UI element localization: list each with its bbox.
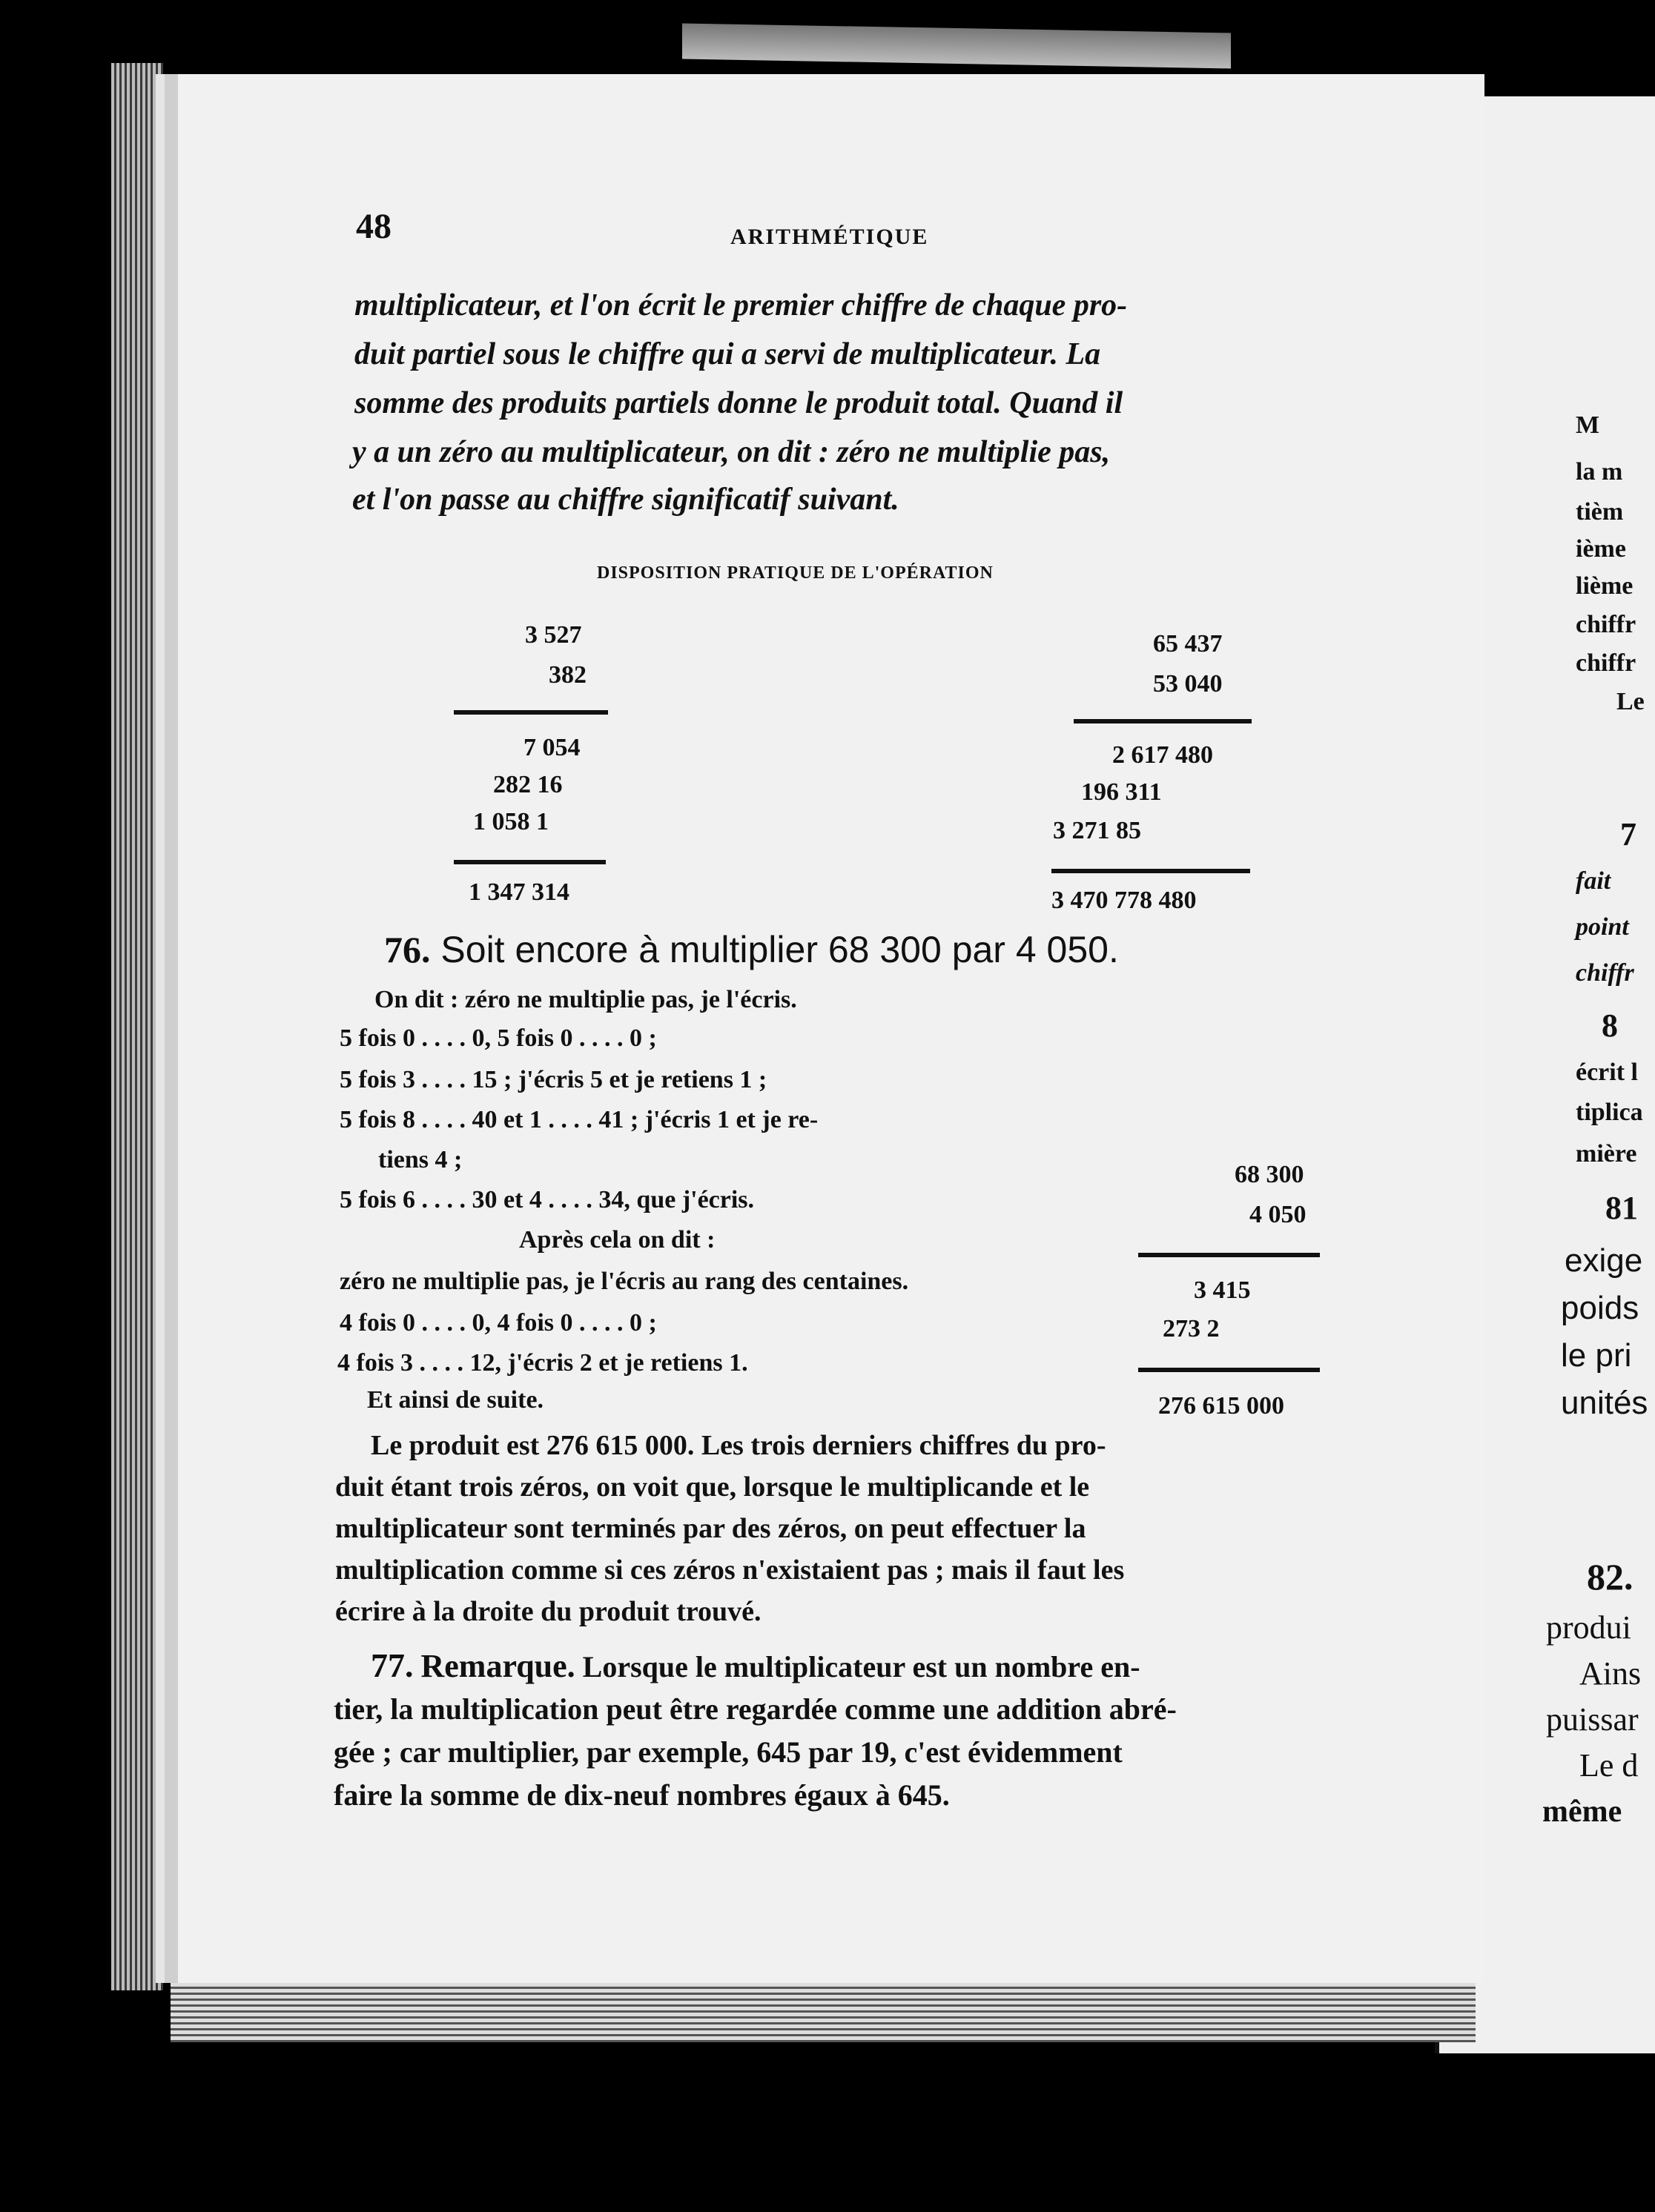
facing-fragment: unités bbox=[1561, 1385, 1648, 1421]
para-number: 76. bbox=[384, 929, 431, 970]
facing-fragment: point bbox=[1576, 913, 1629, 941]
left-total: 1 347 314 bbox=[469, 878, 569, 906]
left-partial: 7 054 bbox=[523, 734, 581, 761]
facing-fragment: 7 bbox=[1620, 816, 1636, 852]
facing-fragment: puissar bbox=[1546, 1701, 1639, 1738]
intro-line: somme des produits partiels donne le produit total. Quand il bbox=[354, 386, 1123, 420]
para-76-line: 5 fois 8 . . . . 40 et 1 . . . . 41 ; j'écris 1 et je re- bbox=[340, 1106, 819, 1133]
right-rule-2 bbox=[1051, 869, 1250, 873]
facing-fragment: le pri bbox=[1561, 1337, 1632, 1374]
book-bottom-edge bbox=[171, 1983, 1476, 2042]
left-partial: 1 058 1 bbox=[473, 808, 549, 835]
facing-fragment: Le d bbox=[1579, 1747, 1639, 1784]
para-76-line: 5 fois 3 . . . . 15 ; j'écris 5 et je retiens 1 ; bbox=[340, 1066, 767, 1093]
facing-fragment: chiffr bbox=[1576, 959, 1634, 987]
calc-rule-2 bbox=[1138, 1368, 1320, 1372]
para-76-heading bbox=[384, 928, 1119, 971]
para-76-line: 4 fois 0 . . . . 0, 4 fois 0 . . . . 0 ; bbox=[340, 1309, 657, 1337]
facing-fragment: 82. bbox=[1587, 1556, 1633, 1597]
right-partial: 2 617 480 bbox=[1112, 741, 1213, 769]
section-title: DISPOSITION PRATIQUE DE L'OPÉRATION bbox=[597, 563, 994, 583]
para-77-line: faire la somme de dix-neuf nombres égaux à 645. bbox=[334, 1778, 950, 1812]
para-77-first-line bbox=[371, 1646, 1140, 1685]
calc-multiplier: 4 050 bbox=[1249, 1201, 1307, 1228]
para-76-line: 4 fois 3 . . . . 12, j'écris 2 et je retiens 1. bbox=[337, 1349, 748, 1377]
intro-line: duit partiel sous le chiffre qui a servi de multiplicateur. La bbox=[354, 337, 1101, 371]
facing-fragment: exige bbox=[1565, 1242, 1643, 1279]
para-76-title: Soit encore à multiplier 68 300 par 4 050. bbox=[440, 929, 1119, 970]
para-77-line: gée ; car multiplier, par exemple, 645 par 19, c'est évidemment bbox=[334, 1735, 1123, 1769]
para-number: 77. bbox=[371, 1646, 414, 1684]
facing-fragment: même bbox=[1542, 1795, 1622, 1829]
facing-fragment: poids bbox=[1561, 1290, 1639, 1326]
facing-fragment: tiplica bbox=[1576, 1099, 1643, 1126]
right-multiplicand: 65 437 bbox=[1153, 630, 1223, 658]
para-76-line: 5 fois 6 . . . . 30 et 4 . . . . 34, que j'écris. bbox=[340, 1186, 755, 1213]
facing-fragment: fait bbox=[1576, 867, 1611, 895]
facing-fragment: ième bbox=[1576, 535, 1626, 563]
para-76-line: On dit : zéro ne multiplie pas, je l'écris. bbox=[374, 986, 797, 1013]
facing-fragment: la m bbox=[1576, 458, 1623, 486]
para-77-title: Remarque. bbox=[420, 1648, 575, 1684]
para-76-line: Après cela on dit : bbox=[519, 1226, 716, 1254]
facing-fragment: produi bbox=[1546, 1609, 1631, 1646]
facing-fragment: 81 bbox=[1605, 1190, 1638, 1226]
product-line: Le produit est 276 615 000. Les trois derniers chiffres du pro- bbox=[371, 1430, 1106, 1461]
calc-partial: 3 415 bbox=[1194, 1276, 1251, 1304]
right-partial: 3 271 85 bbox=[1053, 817, 1141, 844]
left-multiplicand: 3 527 bbox=[525, 621, 582, 649]
para-76-line: 5 fois 0 . . . . 0, 5 fois 0 . . . . 0 ; bbox=[340, 1024, 657, 1052]
facing-fragment: tièm bbox=[1576, 498, 1624, 526]
facing-fragment: M bbox=[1576, 411, 1600, 439]
facing-fragment: mière bbox=[1576, 1140, 1637, 1168]
intro-line: multiplicateur, et l'on écrit le premier chiffre de chaque pro- bbox=[354, 288, 1128, 322]
product-line: duit étant trois zéros, on voit que, lorsque le multiplicande et le bbox=[335, 1471, 1090, 1503]
left-rule-2 bbox=[454, 860, 606, 864]
right-multiplier: 53 040 bbox=[1153, 670, 1223, 698]
running-title: ARITHMÉTIQUE bbox=[730, 225, 929, 249]
para-76-line: tiens 4 ; bbox=[378, 1146, 463, 1173]
book-top-edge bbox=[682, 24, 1231, 69]
facing-fragment: Le bbox=[1616, 688, 1645, 715]
facing-fragment: chiffr bbox=[1576, 611, 1636, 638]
left-partial: 282 16 bbox=[493, 771, 563, 798]
product-line: multiplicateur sont terminés par des zéros, on peut effectuer la bbox=[335, 1513, 1086, 1544]
facing-fragment: lième bbox=[1576, 572, 1633, 600]
facing-fragment: écrit l bbox=[1576, 1059, 1638, 1086]
intro-line: y a un zéro au multiplicateur, on dit : zéro ne multiplie pas, bbox=[352, 435, 1111, 469]
para-77-text: Lorsque le multiplicateur est un nombre en- bbox=[582, 1650, 1140, 1683]
facing-fragment: chiffr bbox=[1576, 649, 1636, 677]
para-76-line: zéro ne multiplie pas, je l'écris au rang des centaines. bbox=[340, 1268, 909, 1295]
page-number: 48 bbox=[356, 207, 392, 246]
left-rule-1 bbox=[454, 710, 608, 715]
left-multiplier: 382 bbox=[549, 661, 587, 689]
calc-rule-1 bbox=[1138, 1253, 1320, 1257]
right-partial: 196 311 bbox=[1081, 778, 1162, 806]
product-line: multiplication comme si ces zéros n'existaient pas ; mais il faut les bbox=[335, 1554, 1125, 1586]
calc-total: 276 615 000 bbox=[1158, 1392, 1284, 1420]
calc-multiplicand: 68 300 bbox=[1235, 1161, 1304, 1188]
para-76-line: Et ainsi de suite. bbox=[367, 1386, 544, 1414]
intro-line: et l'on passe au chiffre significatif suivant. bbox=[352, 483, 899, 517]
right-total: 3 470 778 480 bbox=[1051, 887, 1197, 914]
para-77-line: tier, la multiplication peut être regardée comme une addition abré- bbox=[334, 1692, 1177, 1726]
right-rule-1 bbox=[1074, 719, 1252, 723]
facing-fragment: 8 bbox=[1602, 1007, 1618, 1044]
product-line: écrire à la droite du produit trouvé. bbox=[335, 1596, 762, 1627]
facing-fragment: Ains bbox=[1579, 1655, 1642, 1692]
calc-partial: 273 2 bbox=[1163, 1315, 1220, 1342]
